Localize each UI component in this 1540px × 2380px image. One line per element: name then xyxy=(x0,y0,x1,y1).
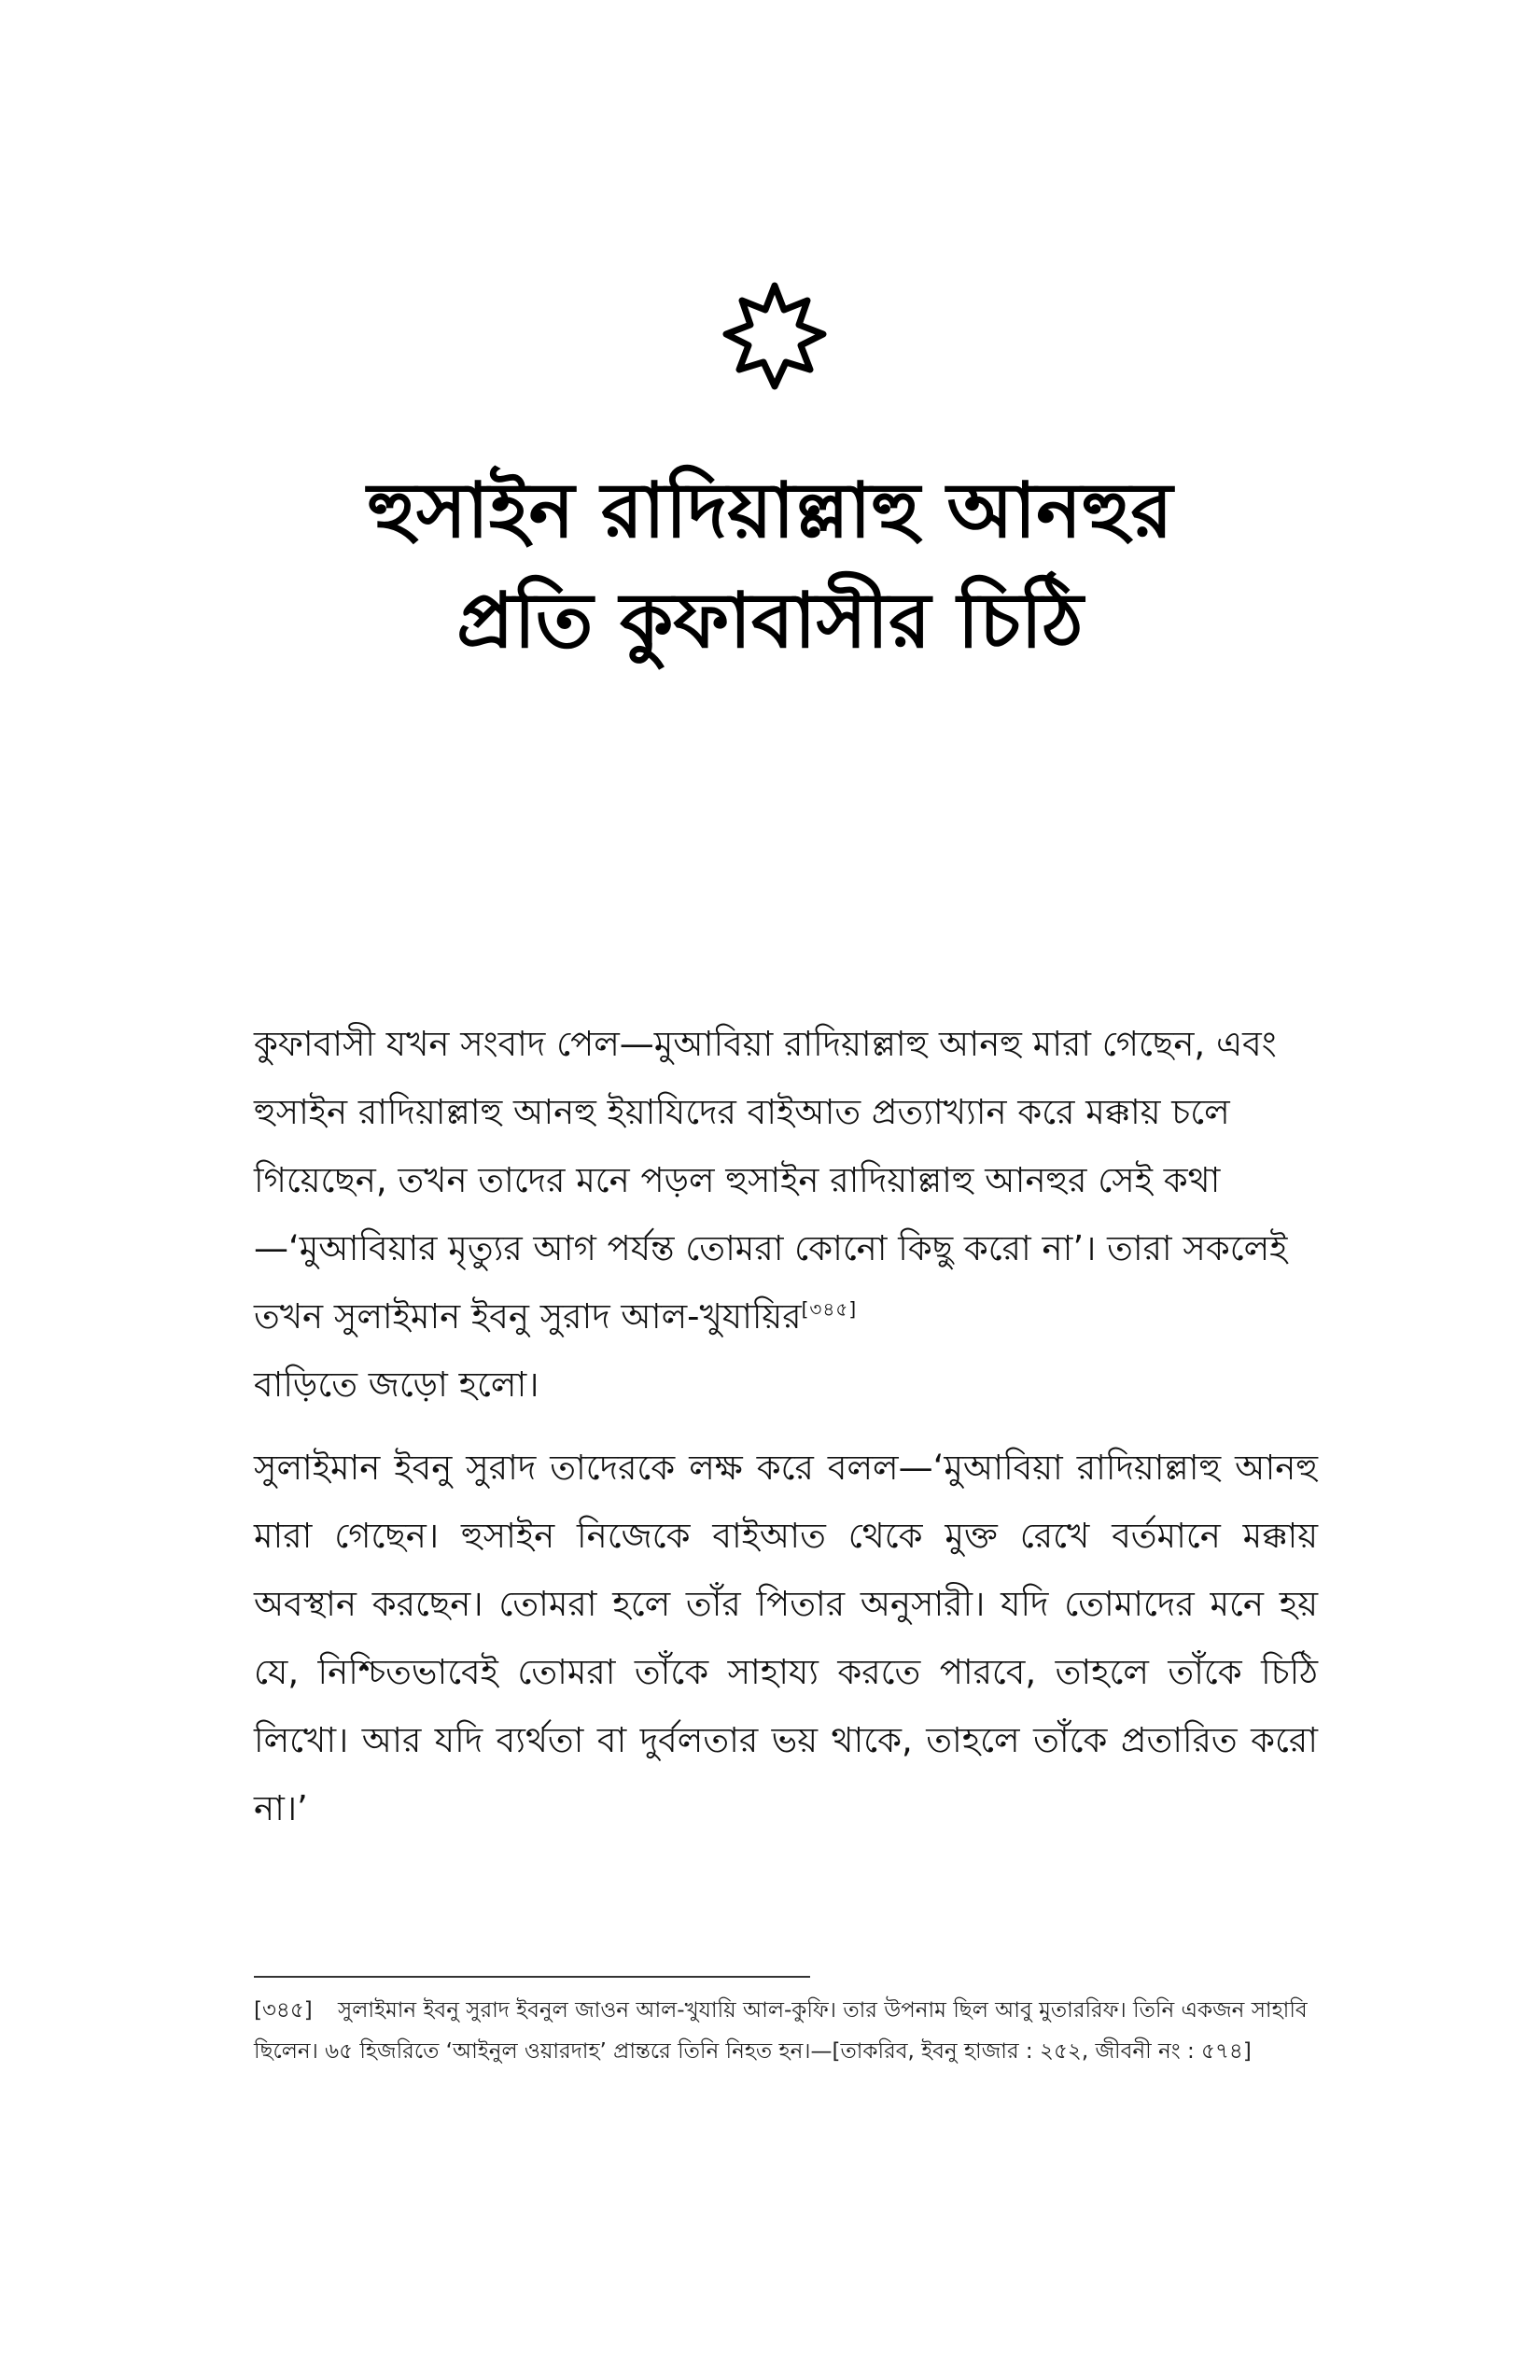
paragraph-1 xyxy=(254,1010,1318,1419)
paragraph-1-text: কুফাবাসী যখন সংবাদ পেল—মুআবিয়া রাদিয়াল্লাহু আনহু মারা গেছেন, এবং হুসাইন রাদিয়াল্লাহু আনহু ইয়াযিদের বাইআত প্রত্যাখ্যান করে মক্কায় চলে গিয়েছেন, তখন তাদের মনে পড়ল হুসাইন রাদিয়াল্লাহু আনহুর সেই কথা—‘মুআবিয়ার মৃত্যুর আগ পর্যন্ত তোমরা কোনো কিছু করো না’। তারা সকলেই তখন সুলাইমান ইবনু সুরাদ আল-খুযায়ির xyxy=(254,1024,1288,1337)
chapter-title-line-1: হুসাইন রাদিয়াল্লাহু আনহুর xyxy=(367,467,1173,555)
footnote-text: সুলাইমান ইবনু সুরাদ ইবনুল জাওন আল-খুযায়ি আল-কুফি। তার উপনাম ছিল আবু মুতাররিফ। তিনি একজন সাহাবি ছিলেন। ৬৫ হিজরিতে ‘আইনুল ওয়ারদাহ’ প্রান্তরে তিনি নিহত হন।—[তাকরিব, ইবনু হাজার : ২৫২, জীবনী নং : ৫৭৪] xyxy=(254,1998,1308,2064)
footnote-reference[interactable]: [৩৪৫] xyxy=(801,1297,858,1321)
footnote xyxy=(254,1990,1318,2072)
paragraph-2 xyxy=(254,1434,1318,1842)
footnote-number: [৩৪৫] xyxy=(254,1998,313,2023)
paragraph-1-text-end: বাড়িতে জড়ো হলো। xyxy=(254,1365,539,1405)
footnote-divider xyxy=(254,1976,810,1978)
chapter-title-line-2: প্রতি কুফাবাসীর চিঠি xyxy=(456,577,1084,665)
paragraph-2-text: সুলাইমান ইবনু সুরাদ তাদেরকে লক্ষ করে বলল—‘মুআবিয়া রাদিয়াল্লাহু আনহু মারা গেছেন। হুসাইন নিজেকে বাইআত থেকে মুক্ত রেখে বর্তমানে মক্কায় অবস্থান করছেন। তোমরা হলে তাঁর পিতার অনুসারী। যদি তোমাদের মনে হয় যে, নিশ্চিতভাবেই তোমরা তাঁকে সাহায্য করতে পারবে, তাহলে তাঁকে চিঠি লিখো। আর যদি ব্যর্থতা বা দুর্বলতার ভয় থাকে, তাহলে তাঁকে প্রতারিত করো না।’ xyxy=(254,1448,1318,1828)
eight-point-star-icon xyxy=(719,278,831,399)
chapter-ornament xyxy=(719,278,831,399)
